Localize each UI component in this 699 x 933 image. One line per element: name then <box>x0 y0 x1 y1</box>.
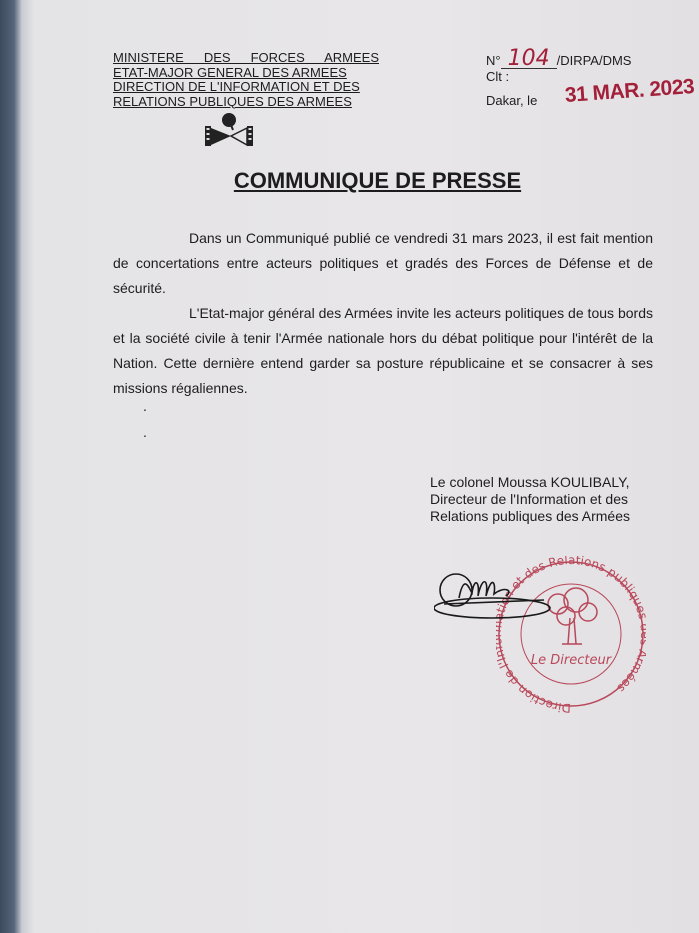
clt-label: Clt : <box>486 69 510 84</box>
reference-number <box>486 46 632 84</box>
signatory-line: Directeur de l'Information et des <box>430 491 628 507</box>
date-label: Dakar, le <box>486 93 538 108</box>
handwritten-number: 104 <box>501 50 557 69</box>
page-title: COMMUNIQUE DE PRESSE <box>233 168 522 193</box>
signatory-line: Le colonel Moussa KOULIBALY, <box>430 474 630 490</box>
ref-suffix: /DIRPA/DMS <box>556 53 632 68</box>
signatory-block <box>430 474 630 525</box>
dot-mark: . <box>143 398 147 414</box>
dot-mark: . <box>143 424 147 440</box>
stamp-center-text: Le Directeur <box>530 653 612 668</box>
signatory-line: Relations publiques des Armées <box>430 508 631 524</box>
ref-prefix: N° <box>486 53 501 68</box>
stamp-ring-text: Direction de l' ion et des Relations publiqu mées <box>496 556 646 716</box>
handwritten-signature <box>434 568 564 643</box>
body-paragraph: L'Etat-major général des Armées invite les acteurs politiques de tous bords et la société civile à tenir l'Armée nationale hors du débat politique pour l'intérêt de la Nation. Cette dernière entend garder sa posture républicaine et se consacrer à ses missions régaliennes. <box>113 305 653 396</box>
dirpa-logo-icon <box>205 112 255 153</box>
body-paragraph: Dans un Communiqué publié ce vendredi 31 mars 2023, il est fait mention de concertations entre acteurs politiques et gradés des Forces de Défense et de sécurité. <box>113 230 653 296</box>
header-line: RELATIONS PUBLIQUES DES ARMEES <box>113 93 352 109</box>
header-line: DIRECTION DE L'INFORMATION ET DES <box>113 79 360 94</box>
communique-body <box>113 226 653 401</box>
header-line: ETAT-MAJOR GENERAL DES ARMEES <box>113 64 347 80</box>
ministry-header <box>113 51 379 109</box>
header-line: MINISTERE DES FORCES ARMEES <box>113 50 379 65</box>
date-stamp: 31 MAR. 2023 <box>564 75 695 107</box>
